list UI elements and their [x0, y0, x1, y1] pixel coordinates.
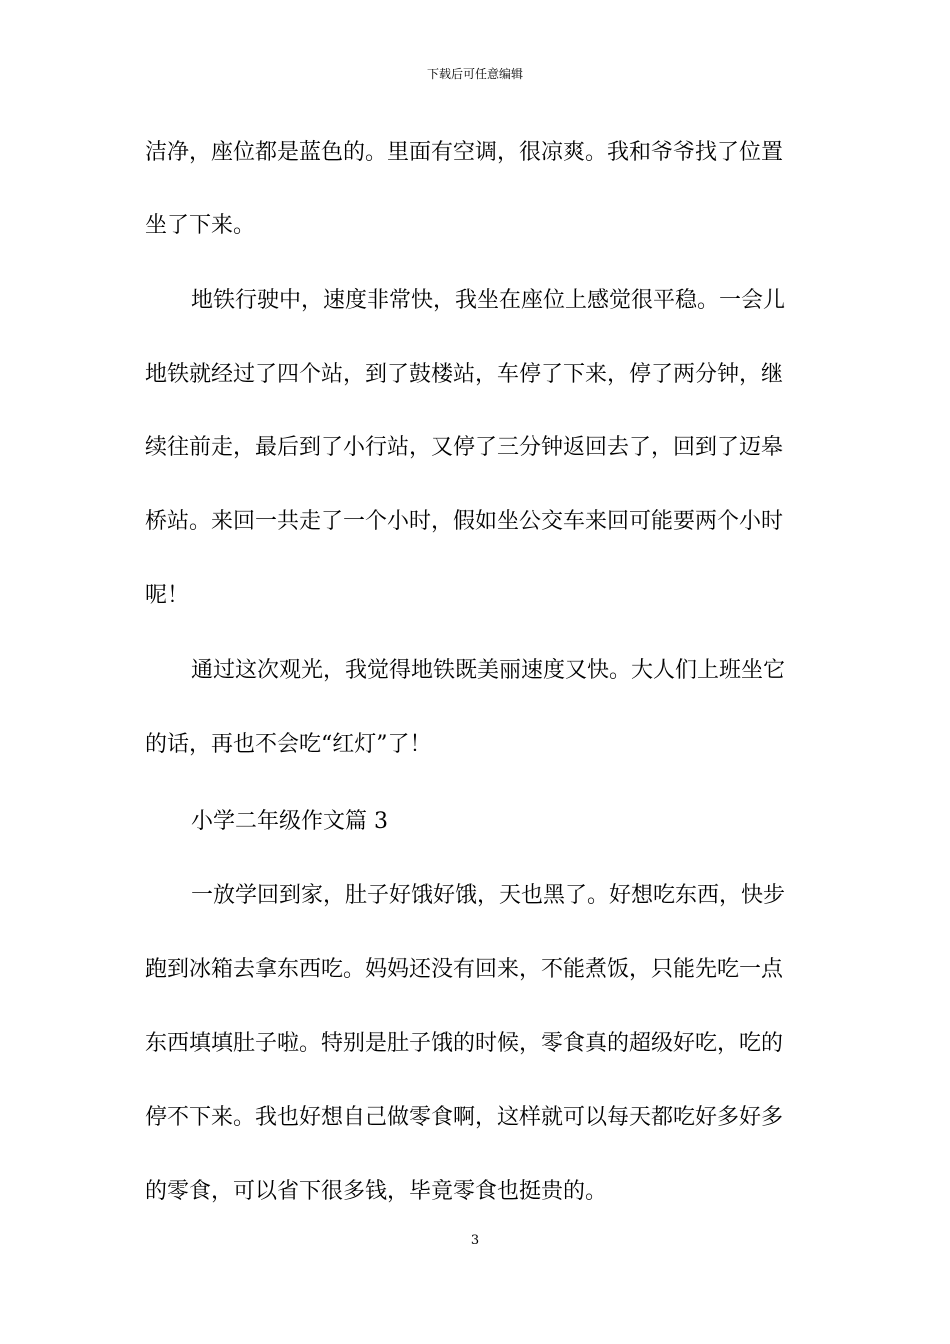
paragraph-line: 地铁就经过了四个站，到了鼓楼站，车停了下来，停了两分钟，继 — [145, 362, 784, 387]
paragraph-line: 续往前走，最后到了小行站，又停了三分钟返回去了，回到了迈皋 — [145, 435, 784, 460]
page-number: 3 — [470, 1233, 480, 1248]
paragraph-line: 的零食，可以省下很多钱，毕竟零食也挺贵的。 — [145, 1179, 608, 1204]
section-heading: 小学二年级作文篇 3 — [191, 809, 388, 834]
paragraph-line: 东西填填肚子啦。特别是肚子饿的时候，零食真的超级好吃，吃的 — [145, 1031, 784, 1056]
paragraph-line: 停不下来。我也好想自己做零食啊，这样就可以每天都吃好多好多 — [145, 1105, 784, 1130]
paragraph-line: 呢！ — [145, 583, 190, 608]
paragraph-line: 的话，再也不会吃“红灯”了！ — [145, 732, 432, 757]
paragraph-line: 通过这次观光，我觉得地铁既美丽速度又快。大人们上班坐它 — [191, 658, 786, 683]
paragraph-line: 桥站。来回一共走了一个小时，假如坐公交车来回可能要两个小时 — [145, 509, 784, 534]
paragraph-line: 洁净，座位都是蓝色的。里面有空调，很凉爽。我和爷爷找了位置 — [145, 140, 784, 165]
paragraph-line: 地铁行驶中，速度非常快，我坐在座位上感觉很平稳。一会儿 — [191, 288, 786, 313]
paragraph-line: 一放学回到家，肚子好饿好饿，天也黑了。好想吃东西，快步 — [191, 883, 786, 908]
paragraph-line: 跑到冰箱去拿东西吃。妈妈还没有回来，不能煮饭，只能先吃一点 — [145, 957, 784, 982]
page-header: 下载后可任意编辑 — [426, 67, 523, 81]
paragraph-line: 坐了下来。 — [145, 213, 256, 238]
